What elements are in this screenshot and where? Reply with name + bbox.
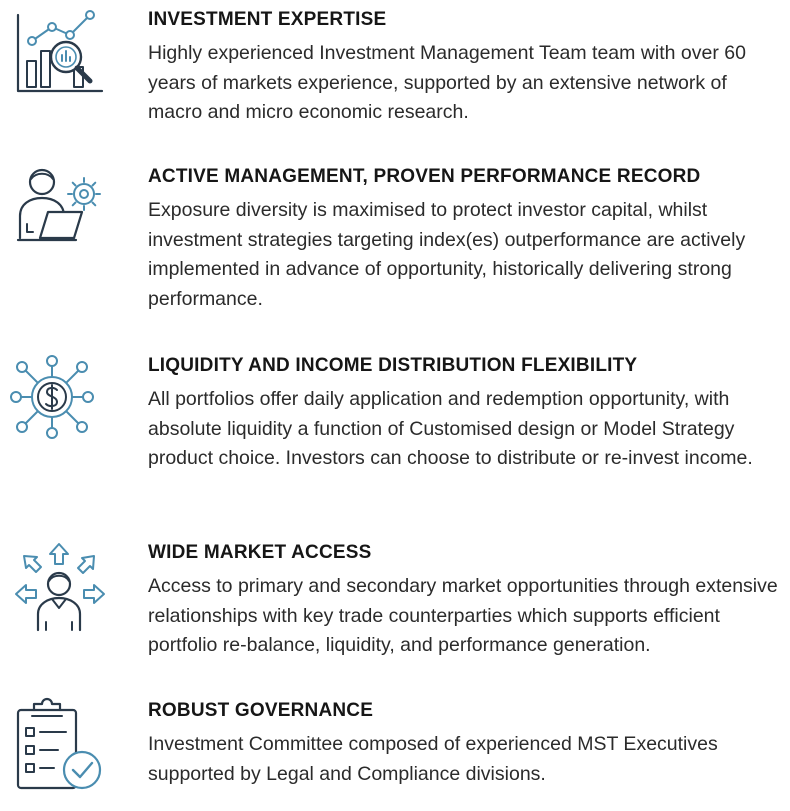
feature-description: All portfolios offer daily application and redemption opportunity, with absolute liquidity a function of Customised design or Model Strategy product choice. Investors can choose to distribute or re-invest income. (148, 388, 753, 469)
feature-description: Highly experienced Investment Management Team team with over 60 years of markets experience, supported by an extensive network of macro and micro economic research. (148, 42, 746, 123)
clipboard-checklist-icon (10, 694, 110, 794)
feature-title: ROBUST GOVERNANCE (148, 700, 374, 721)
feature-title: LIQUIDITY AND INCOME DISTRIBUTION FLEXIBILITY (148, 355, 638, 376)
dollar-network-icon (10, 347, 110, 447)
feature-description: Investment Committee composed of experienced MST Executives supported by Legal and Compliance divisions. (148, 733, 718, 785)
feature-title: WIDE MARKET ACCESS (148, 542, 372, 563)
magnifier-bar-chart-icon (10, 3, 110, 103)
person-arrows-icon (10, 538, 110, 638)
feature-title: INVESTMENT EXPERTISE (148, 9, 387, 30)
feature-description: Access to primary and secondary market opportunities through extensive relationships with key trade counterparties which supports efficient portfolio re-balance, liquidity, and performance generation. (148, 575, 778, 656)
feature-title: ACTIVE MANAGEMENT, PROVEN PERFORMANCE RECORD (148, 166, 701, 187)
feature-description: Exposure diversity is maximised to protect investor capital, whilst investment strategies targeting index(es) outperformance are actively implemented in advance of opportunity, historically delivering strong performance. (148, 199, 746, 310)
person-laptop-gear-icon (10, 160, 110, 260)
